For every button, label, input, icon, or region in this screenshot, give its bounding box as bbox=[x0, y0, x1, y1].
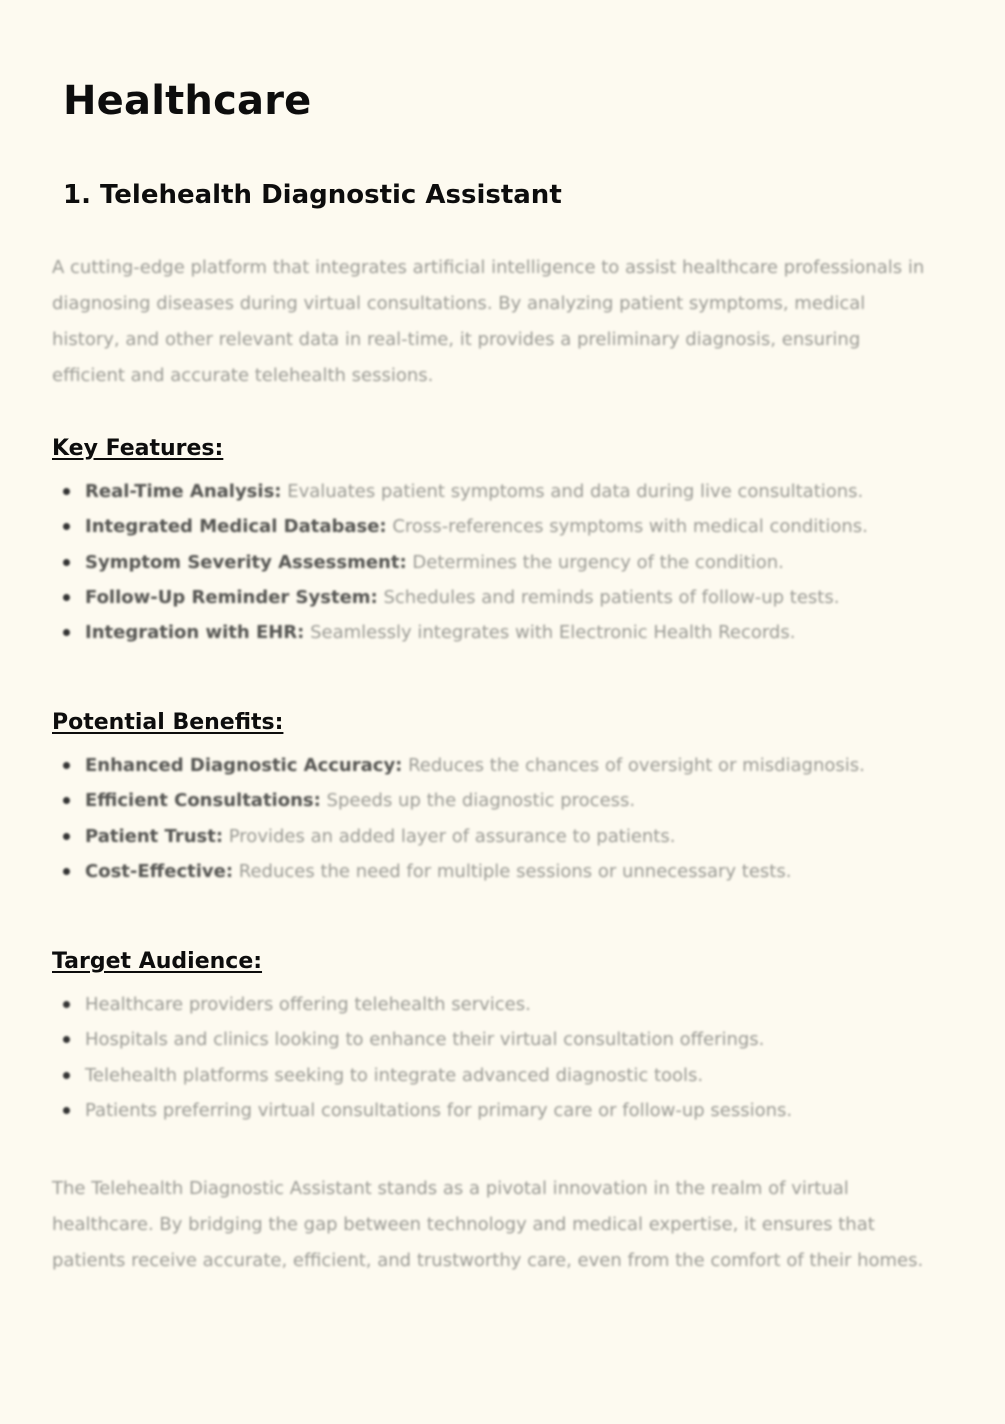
item-term: Patient Trust: bbox=[85, 825, 224, 847]
list-item bbox=[52, 580, 952, 615]
list-item bbox=[52, 474, 952, 509]
item-term: Integrated Medical Database: bbox=[85, 516, 387, 538]
key-features-list bbox=[52, 474, 952, 650]
item-text: Evaluates patient symptoms and data during live consultations. bbox=[281, 481, 864, 502]
item-text: Reduces the chances of oversight or misdiagnosis. bbox=[402, 755, 865, 776]
item-term: Real-Time Analysis: bbox=[85, 481, 282, 502]
item-term: Integration with EHR: bbox=[85, 622, 305, 644]
list-item: Telehealth platforms seeking to integrate advanced diagnostic tools. bbox=[52, 1058, 952, 1093]
list-item bbox=[52, 783, 952, 818]
potential-benefits-list bbox=[52, 748, 952, 889]
item-term: Follow-Up Reminder System: bbox=[85, 586, 378, 608]
list-item bbox=[52, 615, 952, 650]
item-text: Schedules and reminds patients of follow-up tests. bbox=[377, 586, 840, 608]
item-term: Enhanced Diagnostic Accuracy: bbox=[85, 755, 403, 776]
target-audience-heading: Target Audience: bbox=[52, 949, 263, 974]
item-text: Determines the urgency of the condition. bbox=[406, 551, 784, 573]
list-item: Patients preferring virtual consultations for primary care or follow-up sessions. bbox=[52, 1093, 952, 1128]
potential-benefits-heading: Potential Benefits: bbox=[52, 710, 284, 735]
item-text: Speeds up the diagnostic process. bbox=[320, 790, 636, 812]
item-text: Reduces the need for multiple sessions or unnecessary tests. bbox=[233, 860, 792, 882]
target-audience-list bbox=[52, 987, 952, 1128]
intro-paragraph: A cutting-edge platform that integrates artificial intelligence to assist healthcare professionals in diagnosing diseases during virtual consultations. By analyzing patient symptoms, medical history, and other relevant data in real-time, it provides a preliminary diagnosis, ensuring efficient and accurate telehealth sessions. bbox=[52, 257, 925, 386]
list-item bbox=[52, 545, 952, 580]
section-title: 1. Telehealth Diagnostic Assistant bbox=[63, 180, 562, 210]
item-text: Provides an added layer of assurance to patients. bbox=[223, 825, 676, 847]
item-term: Symptom Severity Assessment: bbox=[85, 551, 407, 573]
list-item bbox=[52, 854, 952, 889]
item-term: Cost-Effective: bbox=[85, 860, 234, 882]
item-text: Seamlessly integrates with Electronic Health Records. bbox=[304, 622, 796, 644]
list-item bbox=[52, 748, 952, 783]
conclusion-paragraph: The Telehealth Diagnostic Assistant stands as a pivotal innovation in the realm of virtual healthcare. By bridging the gap between technology and medical expertise, it ensures that patients receive accurate, efficient, and trustworthy care, even from the comfort of their homes. bbox=[52, 1178, 924, 1271]
item-term: Efficient Consultations: bbox=[85, 790, 321, 812]
list-item bbox=[52, 509, 952, 544]
page-title: Healthcare bbox=[63, 78, 312, 124]
key-features-heading: Key Features: bbox=[52, 436, 224, 461]
list-item bbox=[52, 819, 952, 854]
list-item: Hospitals and clinics looking to enhance their virtual consultation offerings. bbox=[52, 1022, 952, 1057]
item-text: Cross-references symptoms with medical conditions. bbox=[386, 516, 868, 538]
list-item: Healthcare providers offering telehealth services. bbox=[52, 987, 952, 1022]
